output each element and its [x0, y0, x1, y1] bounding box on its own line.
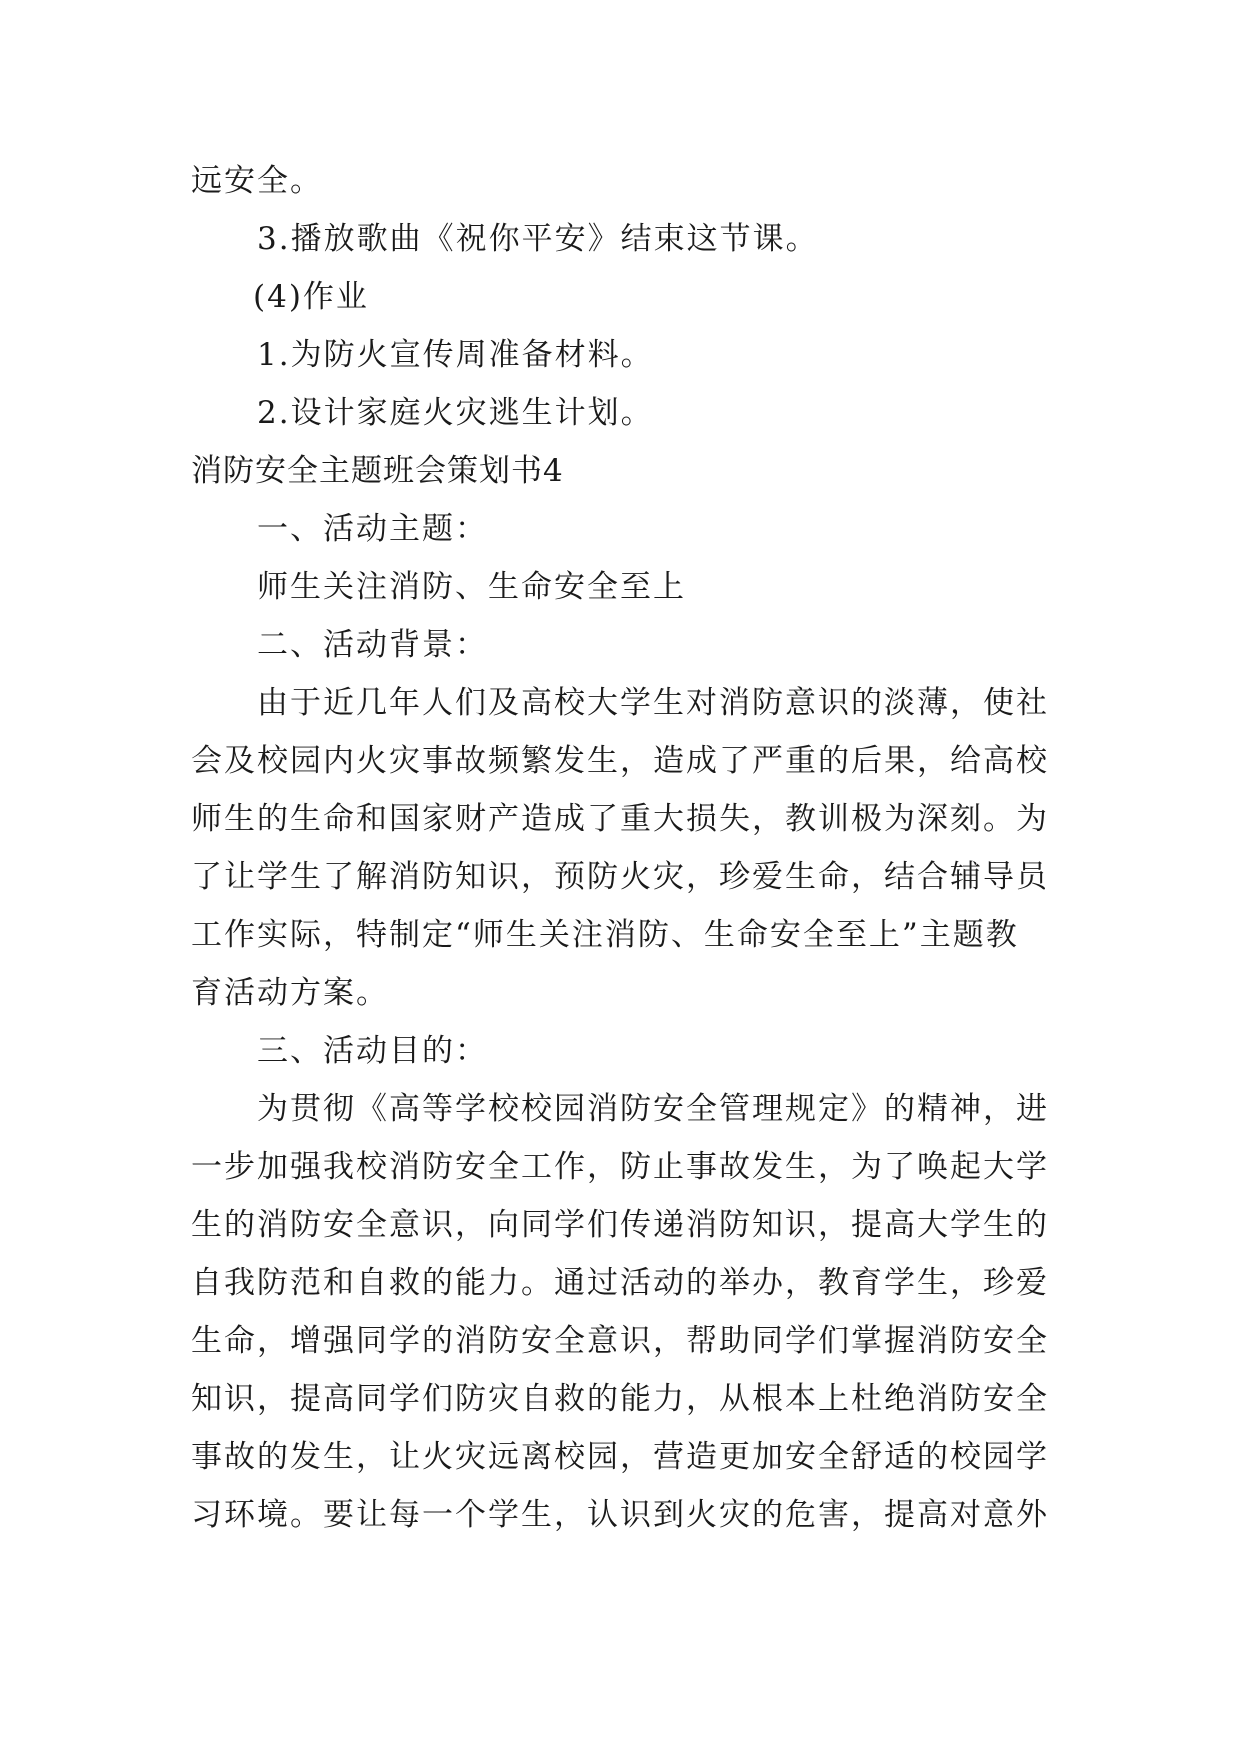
document-title: 消防安全主题班会策划书4: [191, 453, 564, 489]
paragraph-line: 工作实际，特制定“师生关注消防、生命安全至上”主题教: [191, 917, 1019, 953]
paragraph-line: 由于近几年人们及高校大学生对消防意识的淡薄，使社: [257, 685, 1049, 721]
section-heading: 二、活动背景：: [257, 627, 488, 663]
document-body: [191, 152, 1061, 1544]
paragraph-line: 远安全。: [191, 163, 323, 199]
paragraph-line: 育活动方案。: [191, 975, 389, 1011]
paragraph-line: 生命，增强同学的消防安全意识，帮助同学们掌握消防安全: [191, 1323, 1049, 1359]
section-heading: 三、活动目的：: [257, 1033, 488, 1069]
paragraph-line: 知识，提高同学们防灾自救的能力，从根本上杜绝消防安全: [191, 1381, 1049, 1417]
paragraph-line: 事故的发生，让火灾远离校园，营造更加安全舒适的校园学: [191, 1439, 1049, 1475]
list-item: 2.设计家庭火灾逃生计划。: [257, 395, 654, 431]
paragraph-line: 为贯彻《高等学校校园消防安全管理规定》的精神，进: [257, 1091, 1049, 1127]
paragraph-line: 自我防范和自救的能力。通过活动的举办，教育学生，珍爱: [191, 1265, 1049, 1301]
paragraph-line: 师生的生命和国家财产造成了重大损失，教训极为深刻。为: [191, 801, 1049, 837]
paragraph-line: 了让学生了解消防知识，预防火灾，珍爱生命，结合辅导员: [191, 859, 1049, 895]
list-item: 3.播放歌曲《祝你平安》结束这节课。: [257, 221, 819, 257]
paragraph-line: 一步加强我校消防安全工作，防止事故发生，为了唤起大学: [191, 1149, 1049, 1185]
paragraph-line: 生的消防安全意识，向同学们传递消防知识，提高大学生的: [191, 1207, 1049, 1243]
paragraph-line: 师生关注消防、生命安全至上: [257, 569, 686, 605]
paragraph-line: 习环境。要让每一个学生，认识到火灾的危害，提高对意外: [191, 1497, 1049, 1533]
section-heading: 一、活动主题：: [257, 511, 488, 547]
paragraph-line: 会及校园内火灾事故频繁发生，造成了严重的后果，给高校: [191, 743, 1049, 779]
section-heading: (4)作业: [253, 279, 369, 315]
list-item: 1.为防火宣传周准备材料。: [257, 337, 654, 373]
